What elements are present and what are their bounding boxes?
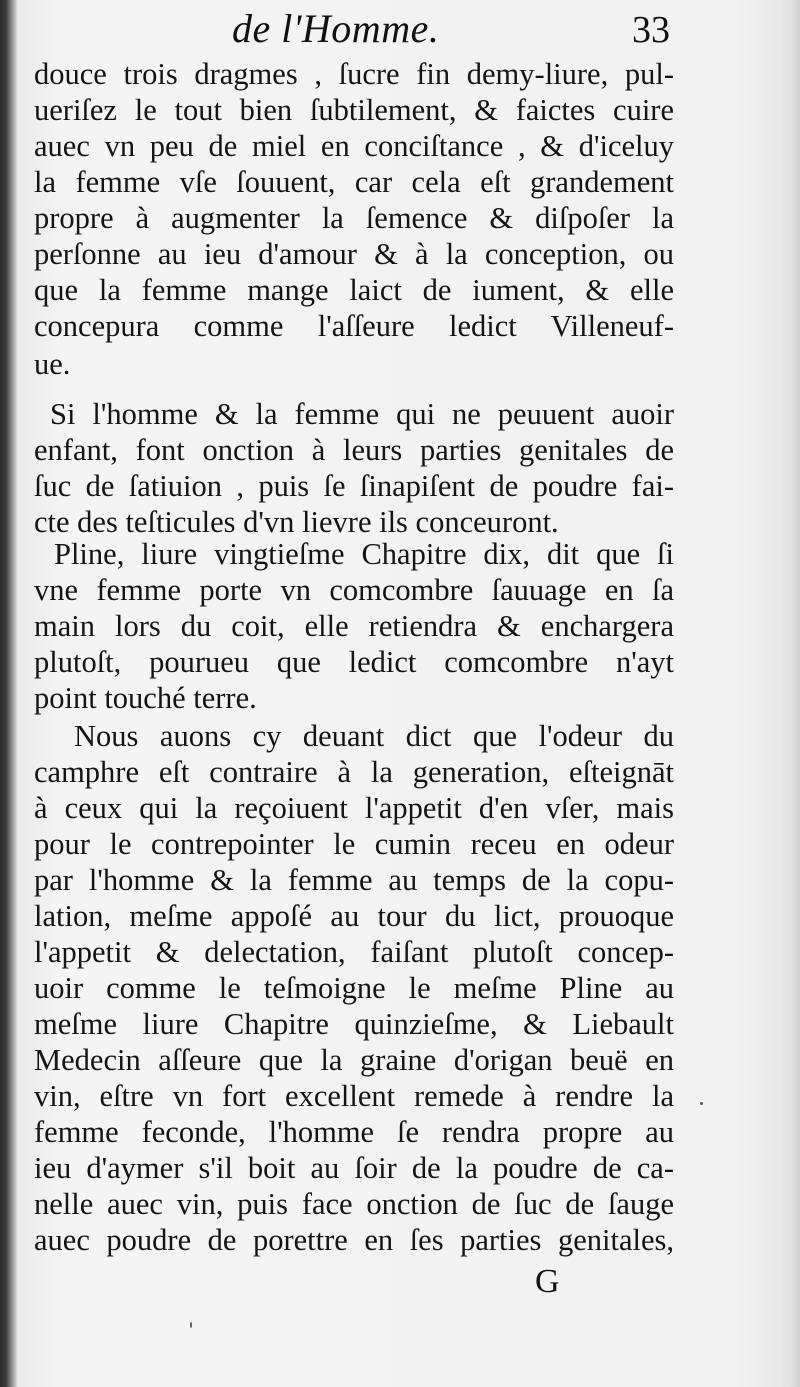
text-line: ue. bbox=[34, 347, 71, 381]
text-line: ueriſez le tout bien ſubtilement, & faictes cuire bbox=[34, 93, 674, 127]
text-line: lation, meſme appoſé au tour du lict, prouoque bbox=[34, 899, 674, 933]
paragraph-first-line: Pline, liure vingtieſme Chapitre dix, dit que ſi bbox=[54, 537, 674, 571]
text-line: camphre eſt contraire à la generation, eſteignāt bbox=[34, 755, 674, 789]
paragraph-first-line: Nous auons cy deuant dict que l'odeur du bbox=[74, 719, 674, 753]
text-line: douce trois dragmes , ſucre fin demy-liure, pul- bbox=[34, 57, 674, 91]
ink-speck bbox=[700, 1102, 703, 1105]
text-line: ieu d'aymer s'il boit au ſoir de la poudre de ca- bbox=[34, 1151, 674, 1185]
text-line: femme feconde, l'homme ſe rendra propre au bbox=[34, 1115, 674, 1149]
text-line: l'appetit & delectation, faiſant plutoſt concep- bbox=[34, 935, 674, 969]
text-line: meſme liure Chapitre quinzieſme, & Liebault bbox=[34, 1007, 674, 1041]
signature-mark: G bbox=[535, 1263, 560, 1300]
text-line: perſonne au ieu d'amour & à la conception, ou bbox=[34, 237, 674, 271]
text-line: propre à augmenter la ſemence & diſpoſer la bbox=[34, 201, 674, 235]
text-line: main lors du coit, elle retiendra & enchargera bbox=[34, 609, 674, 643]
text-line: point touché terre. bbox=[34, 681, 257, 715]
text-line: auec vn peu de miel en conciſtance , & d'iceluy bbox=[34, 129, 674, 163]
text-line: uoir comme le teſmoigne le meſme Pline au bbox=[34, 971, 674, 1005]
text-line: que la femme mange laict de iument, & elle bbox=[34, 273, 674, 307]
text-line: vne femme porte vn comcombre ſauuage en ſa bbox=[34, 573, 674, 607]
text-line: nelle auec vin, puis face onction de ſuc de ſauge bbox=[34, 1187, 674, 1221]
text-line: à ceux qui la reçoiuent l'appetit d'en vſer, mais bbox=[34, 791, 674, 825]
text-line: vin, eſtre vn fort excellent remede à rendre la bbox=[34, 1079, 674, 1113]
text-line: concepura comme l'aſſeure ledict Villeneuf- bbox=[34, 309, 674, 343]
ink-speck bbox=[190, 1322, 192, 1328]
paragraph-first-line: Si l'homme & la femme qui ne peuuent auoir bbox=[50, 397, 674, 431]
text-line: la femme vſe ſouuent, car cela eſt grandement bbox=[34, 165, 674, 199]
running-head: de l'Homme. bbox=[232, 6, 440, 51]
text-line: Medecin aſſeure que la graine d'origan beuë en bbox=[34, 1043, 674, 1077]
text-line: plutoſt, pourueu que ledict comcombre n'ayt bbox=[34, 645, 674, 679]
text-line: auec poudre de porettre en ſes parties genitales, bbox=[34, 1223, 674, 1257]
page-number: 33 bbox=[632, 9, 670, 51]
page-header bbox=[0, 4, 800, 54]
text-line: enfant, font onction à leurs parties genitales de bbox=[34, 433, 674, 467]
text-line: ſuc de ſatiuion , puis ſe ſinapiſent de poudre fai- bbox=[34, 469, 674, 503]
text-line: cte des teſticules d'vn lievre ils conceuront. bbox=[34, 505, 559, 539]
text-line: par l'homme & la femme au temps de la copu- bbox=[34, 863, 674, 897]
text-line: pour le contrepointer le cumin receu en odeur bbox=[34, 827, 674, 861]
